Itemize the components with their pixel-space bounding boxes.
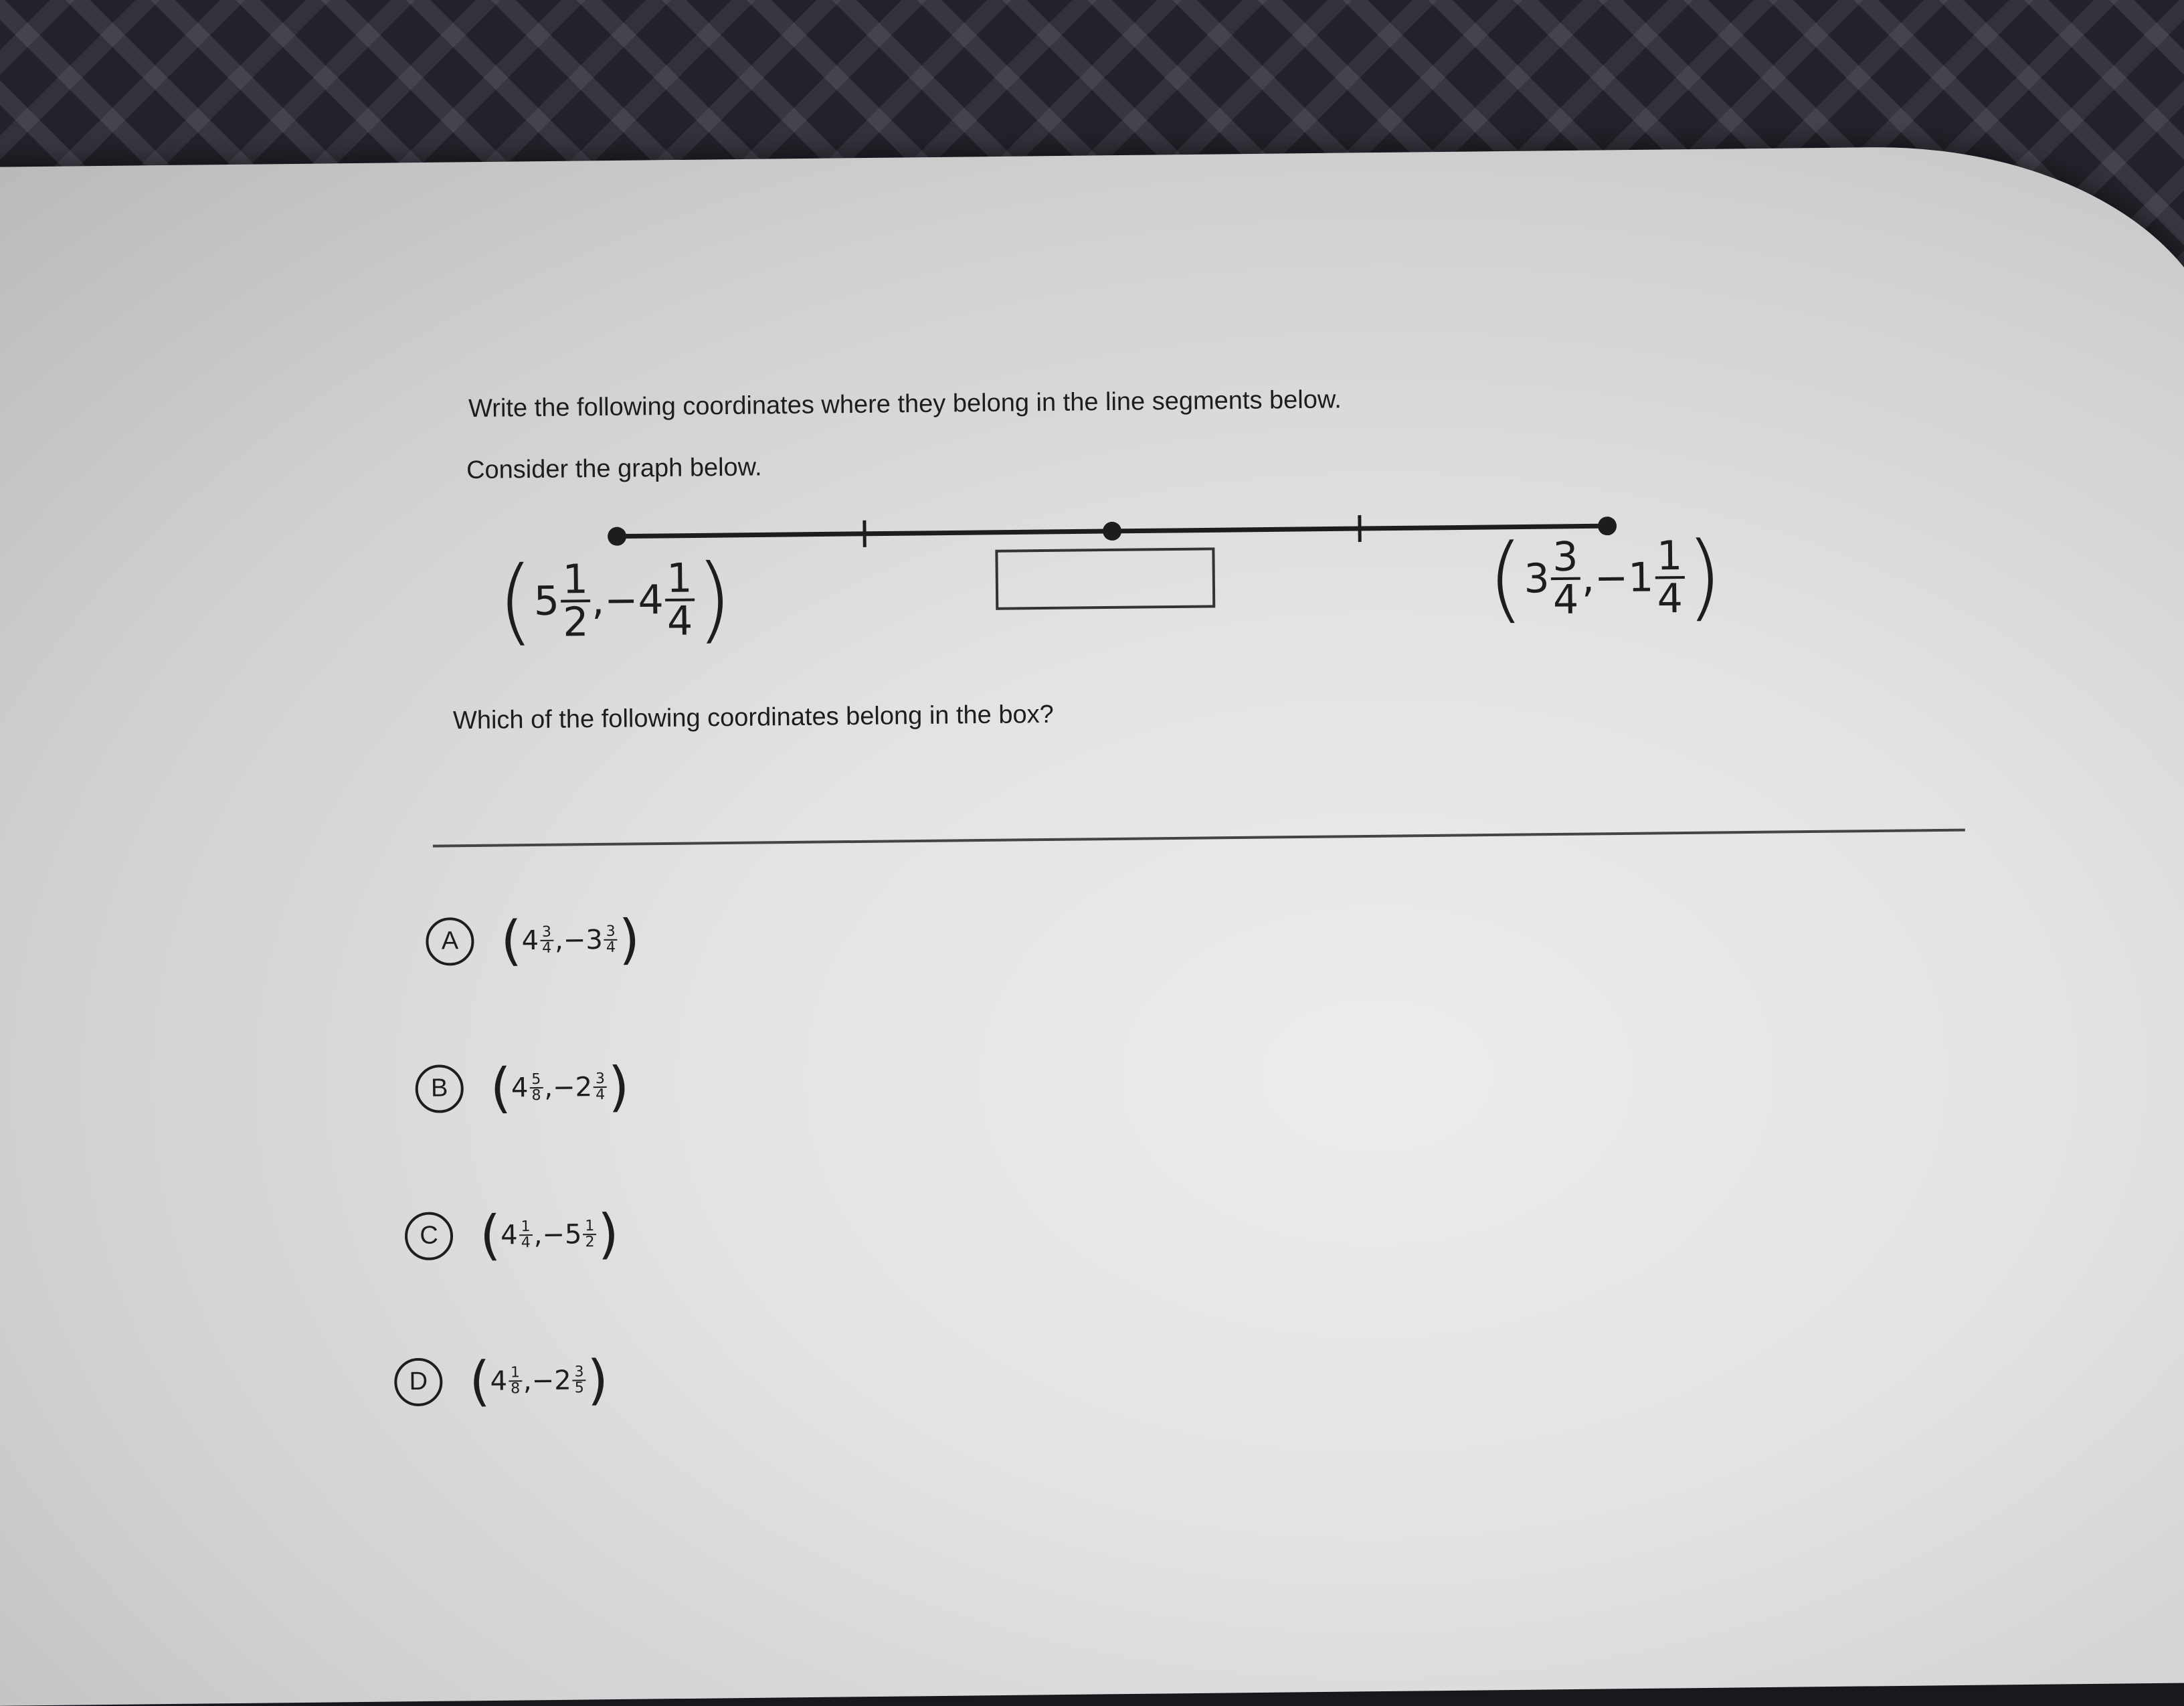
- left-y-whole: −4: [604, 577, 664, 624]
- choice-a-y-whole: −3: [563, 924, 603, 955]
- right-y-whole: −1: [1595, 554, 1654, 601]
- left-y-denominator: 4: [667, 601, 693, 642]
- choice-c-y-denominator: 2: [585, 1235, 594, 1250]
- choice-b[interactable]: [415, 1056, 630, 1120]
- choice-d-x-whole: 4: [490, 1365, 507, 1396]
- right-y-denominator: 4: [1657, 579, 1683, 619]
- left-endpoint-dot: [608, 527, 626, 546]
- right-x-whole: 3: [1524, 555, 1550, 602]
- choice-a-bubble[interactable]: A: [426, 917, 474, 965]
- choice-c-y-numerator: 1: [583, 1219, 596, 1235]
- right-y-numerator: 1: [1655, 536, 1685, 579]
- choice-a-y-numerator: 3: [604, 924, 618, 940]
- answer-box[interactable]: [995, 547, 1215, 609]
- choice-c-x-numerator: 1: [519, 1220, 532, 1236]
- left-y-numerator: 1: [664, 558, 695, 601]
- choice-d-y-numerator: 3: [572, 1365, 585, 1381]
- choice-b-y-denominator: 4: [596, 1087, 605, 1102]
- instructions-text: Write the following coordinates where they belong in the line segments below.: [468, 385, 1342, 423]
- left-x-numerator: 1: [560, 559, 590, 602]
- right-endpoint-label: ( 3 $\frac{3}{4}$ , −1 $\frac{1}{4}$ ): [1487, 530, 1723, 626]
- choice-b-y-whole: −2: [553, 1072, 592, 1103]
- choice-c-y-whole: −5: [542, 1219, 581, 1250]
- choice-a-x-whole: 4: [521, 925, 539, 955]
- choice-d-x-denominator: 8: [511, 1382, 520, 1396]
- choice-c[interactable]: [405, 1203, 620, 1267]
- choice-d-y-whole: −2: [531, 1365, 571, 1396]
- left-x-denominator: 2: [563, 602, 589, 642]
- prompt-text: Consider the graph below.: [466, 453, 762, 485]
- choice-b-x-denominator: 8: [531, 1088, 541, 1103]
- choice-a-y-denominator: 4: [606, 940, 616, 955]
- choice-c-coordinates: ( 4 $\frac{1}{4}$ , −5 $\frac{1}{2}$ ): [480, 1203, 620, 1266]
- choice-c-x-denominator: 4: [521, 1236, 531, 1250]
- midpoint-dot: [1103, 522, 1121, 541]
- choice-c-bubble[interactable]: C: [405, 1212, 454, 1260]
- choice-a[interactable]: [426, 908, 640, 972]
- choice-a-x-denominator: 4: [542, 941, 551, 955]
- choice-d-bubble[interactable]: D: [394, 1357, 443, 1406]
- choice-b-x-numerator: 5: [529, 1072, 543, 1088]
- left-endpoint-label: ( 5 $\frac{1}{2}$ , −4 $\frac{1}{4}$ ): [496, 553, 733, 649]
- choice-b-bubble[interactable]: B: [415, 1064, 464, 1113]
- choice-d-coordinates: ( 4 $\frac{1}{8}$ , −2 $\frac{3}{5}$ ): [469, 1349, 609, 1412]
- right-x-numerator: 3: [1550, 537, 1580, 580]
- choice-a-x-numerator: 3: [540, 925, 553, 941]
- choice-c-x-whole: 4: [500, 1220, 518, 1250]
- choice-d-y-denominator: 5: [575, 1381, 584, 1396]
- choice-b-x-whole: 4: [511, 1072, 529, 1103]
- choice-a-coordinates: ( 4 $\frac{3}{4}$ , −3 $\frac{3}{4}$ ): [500, 908, 640, 971]
- answer-divider: [433, 829, 1965, 848]
- choice-d-x-numerator: 1: [509, 1365, 522, 1382]
- right-x-denominator: 4: [1553, 580, 1579, 620]
- question-text: Which of the following coordinates belong in the box?: [453, 700, 1054, 735]
- choice-d[interactable]: [394, 1349, 609, 1413]
- choice-b-coordinates: ( 4 $\frac{5}{8}$ , −2 $\frac{3}{4}$ ): [490, 1056, 630, 1119]
- left-x-whole: 5: [533, 578, 559, 625]
- choice-b-y-numerator: 3: [594, 1071, 607, 1087]
